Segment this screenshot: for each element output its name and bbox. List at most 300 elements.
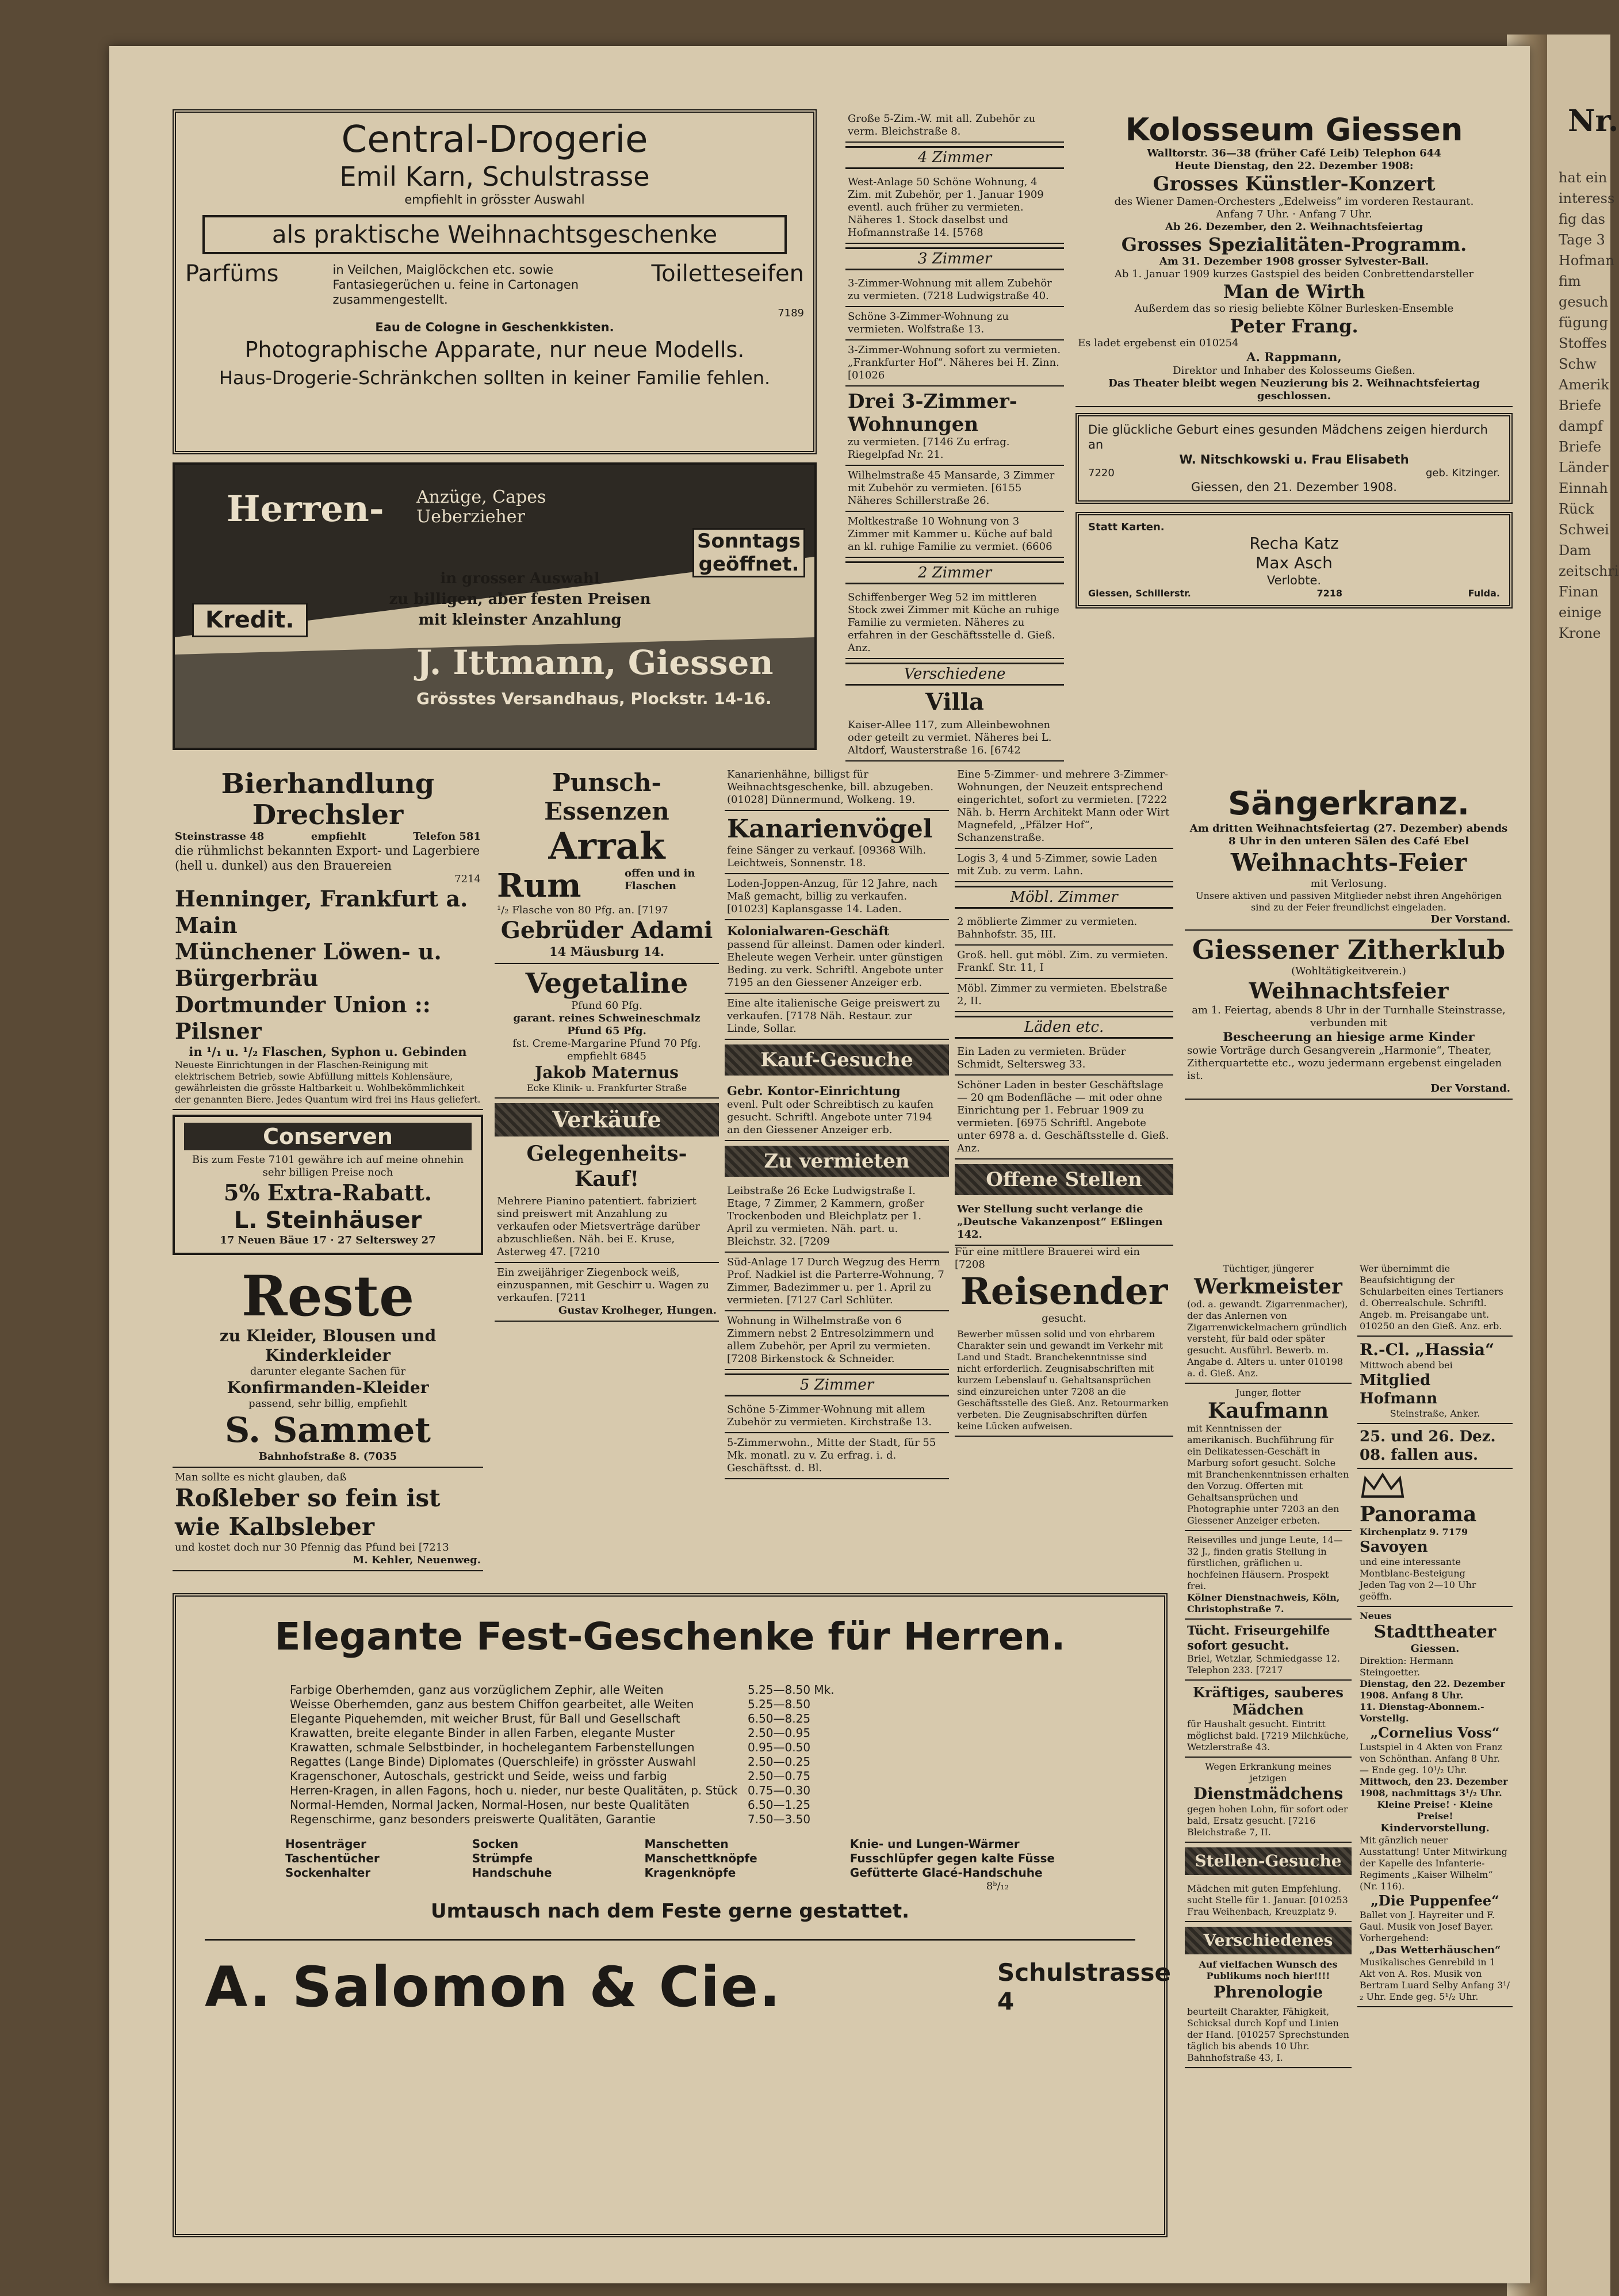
conserven-title: Conserven: [184, 1123, 472, 1150]
bier-brand-2: Münchener Löwen- u. Bürgerbräu: [175, 939, 442, 991]
verlobt-right: Fulda.: [1468, 588, 1500, 599]
salomon-rule: [205, 1939, 1135, 1941]
reisen-koelner: Kölner Dienstnachweis, Köln, Christophstraße 7.: [1187, 1592, 1340, 1614]
next-page-fragment: interess: [1559, 190, 1615, 206]
next-page-fragments: [1559, 167, 1619, 644]
punsch-title: Punsch-Essenzen: [544, 768, 669, 825]
newspaper-page: [109, 46, 1530, 2283]
salomon-item-label: Farbige Oberhemden, ganz aus vorzüglichem Zephir, alle Weiten: [290, 1683, 664, 1697]
c3-moebl-b: Groß. hell. gut möbl. Zim. zu vermieten. Frankf. Str. 11, I: [955, 946, 1173, 979]
theater-neues: Neues: [1360, 1610, 1392, 1621]
c3-reis-text: Bewerber müssen solid und von ehrbarem Charakter sein und gewandt im Verkehr mit Land und Stadt. Branchekenntnisse sind nicht erforderlich. Zeugnisabschriften mit kurzem Lebenslauf u. Gehaltsansprüchen sind einzureichen unter 7208 an die Geschäftsstelle des Gieß. Anz. Retourmarken verbeten. Die Zeugnisabschriften dürfen keine Lücken aufweisen.: [955, 1325, 1173, 1437]
vegetaline-l1: Pfund 60 Pfg.: [571, 1000, 642, 1012]
c3-moebl-a: 2 möblierte Zimmer zu vermieten. Bahnhofstr. 35, III.: [955, 912, 1173, 946]
next-page-fragment: Schwei: [1559, 522, 1609, 538]
verkaeufe-ziegel-name: Gustav Krolheger, Hungen.: [558, 1304, 717, 1317]
panorama-savt: und eine interessante Montblanc-Besteigung: [1360, 1556, 1465, 1579]
kolosseum-anfang: Anfang 7 Uhr. · Anfang 7 Uhr.: [1216, 208, 1372, 220]
central-cologne: Eau de Cologne in Geschenkkisten.: [375, 320, 614, 334]
sued-ad: Süd-Anlage 17 Durch Wegzug des Herrn Prof. Nadkiel ist die Parterre-Wohnung, 7 Zimmer, Badezimmer u. per 1. April zu vermieten. [7127 Carl Schlüter.: [725, 1253, 949, 1311]
bier-ad: [173, 765, 483, 1110]
kolosseum-sylv: Am 31. Dezember 1908 grosser Sylvester-Ball.: [1159, 255, 1429, 267]
dienst-wegen: Wegen Erkrankung meines jetzigen: [1205, 1761, 1331, 1784]
salomon-price-list: [285, 1683, 839, 1827]
hassia-text: Mittwoch abend bei: [1360, 1360, 1453, 1371]
kontor-title: Gebr. Kontor-Einrichtung: [727, 1084, 901, 1098]
next-page-fragment: Einnah: [1559, 480, 1608, 496]
vegetaline-title: Vegetaline: [525, 967, 688, 1000]
column-b-lower: [955, 765, 1173, 1582]
theater-title: Stadttheater: [1373, 1622, 1496, 1642]
bier-note: Neueste Einrichtungen in der Flaschen-Reinigung mit elektrischem Betrieb, sowie Abfüllung mittels Kohlensäure, gewährleisten die grösste Haltbarkeit u. Wohlbekömmlichkeit der genannten Biere. Jedes Quantum wird frei ins Haus geliefert.: [175, 1059, 481, 1105]
salomon-price-row: [285, 1798, 839, 1812]
vegetaline-firm: Jakob Maternus: [535, 1063, 679, 1082]
kolosseum-theater: Das Theater bleibt wegen Neuzierung bis 2. Weihnachtsfeiertag geschlossen.: [1108, 377, 1480, 402]
salomon-extra-item: Handschuhe: [472, 1866, 552, 1880]
verlobt-statt: Statt Karten.: [1088, 521, 1165, 533]
ittmann-herren: Herren-: [227, 488, 384, 530]
saenger-note: Unsere aktiven und passiven Mitglieder nebst ihren Angehörigen sind zu der Feier freundlichst eingeladen.: [1196, 890, 1502, 913]
reste-addr: Bahnhofstraße 8. (7035: [258, 1451, 397, 1463]
werk-title: Werkmeister: [1194, 1275, 1342, 1299]
salomon-footer: [205, 1955, 1171, 2019]
mid-tail: Kanarienhähne, billigst für Weihnachtsgeschenke, bill. abzugeben. (01028] Dünnermund, Wolkeng. 19.: [725, 765, 949, 811]
geburt-date: Giessen, den 21. Dezember 1908.: [1191, 480, 1397, 494]
c3-reisender: Reisender: [960, 1270, 1168, 1313]
verkaeufe-gel: Gelegenheits-Kauf!: [526, 1142, 687, 1191]
salomon-price-row: [285, 1712, 839, 1726]
salomon-item-price: 6.50—8.25: [748, 1712, 811, 1725]
ittmann-items: Anzüge, Capes Ueberzieher: [416, 487, 546, 527]
ittmann-ad: [173, 462, 817, 750]
column-c-lower: [1185, 782, 1513, 1254]
reste-title: Reste: [241, 1264, 415, 1329]
punsch-ad: [495, 765, 719, 964]
salomon-item-price: 6.50—1.25: [748, 1798, 811, 1812]
stellen-text: Mädchen mit guten Empfehlung. sucht Stelle für 1. Januar. [010253 Frau Weihenbach, Kreuzplatz 9.: [1185, 1880, 1352, 1922]
panorama-kirch: Kirchenplatz 9. 7179: [1360, 1526, 1468, 1537]
central-toilette: Toiletteseifen: [651, 261, 804, 287]
kaufmann-ad: [1185, 1384, 1352, 1531]
salomon-extras-col2: [472, 1837, 552, 1880]
theater-abo: 11. Dienstag-Abonnem.-Vorstellg.: [1360, 1701, 1484, 1724]
kolonial-ad: [725, 920, 949, 994]
conserven-ad: [173, 1115, 483, 1255]
c3-eine: Eine 5-Zimmer- und mehrere 3-Zimmer-Wohnungen, der Neuzeit entsprechend eingerichtet, sofort zu vermieten. [7222 Näh. b. Herrn Architekt Mann oder Wirt Magnefeld, „Pfälzer Hof“, Schanzenstraße.: [955, 765, 1173, 849]
salomon-price-row: [285, 1683, 839, 1697]
column-a2: [495, 765, 719, 1582]
reisen-text: Reisevilles und junge Leute, 14—32 J., finden gratis Stellung in fürstlichen, gräflichen u. hochfeinen Häusern. Prospekt frei.: [1187, 1535, 1343, 1591]
c3-brauerei: Für eine mittlere Brauerei wird ein [7208: [955, 1246, 1140, 1271]
verlobt-left: Giessen, Schillerstr.: [1088, 588, 1191, 599]
salomon-item-price: 0.75—0.30: [748, 1784, 811, 1797]
kolonial-text: passend für alleinst. Damen oder kinderl. Eheleute wegen Verheir. unter günstigen Beding. zu verk. Schriftl. Angebote unter 7195 an den Giessener Anzeiger erb.: [727, 939, 946, 989]
schoene-ad: Schöne 5-Zimmer-Wohnung mit allem Zubehör zu vermieten. Kirchstraße 13.: [725, 1400, 949, 1433]
c3-versch: Verschiedene: [845, 663, 1064, 686]
salomon-umtausch: Umtausch nach dem Feste gerne gestattet.: [430, 1900, 909, 1923]
kolosseum-ab26: Ab 26. Dezember, den 2. Weihnachtsfeiertag: [1165, 221, 1423, 233]
kaufmann-title: Kaufmann: [1207, 1399, 1329, 1423]
salomon-price-row: [285, 1697, 839, 1712]
theater-wetter: „Das Wetterhäuschen“: [1369, 1944, 1501, 1956]
theater-city: Giessen.: [1410, 1643, 1460, 1655]
rossleber-intro: Man sollte es nicht glauben, daß: [175, 1471, 347, 1483]
saenger-vorstand: Der Vorstand.: [1430, 913, 1510, 925]
next-page-fragment: hat ein: [1559, 170, 1607, 186]
verm-band: Zu vermieten: [725, 1146, 949, 1177]
next-page-edge: [1547, 35, 1619, 2296]
salomon-extra-item: Manschettknöpfe: [644, 1851, 757, 1865]
theater-puppen-text: Ballet von J. Hayreiter und F. Gaul. Musik von Josef Bayer. Vorhergehend:: [1360, 1909, 1495, 1943]
friseur-text: Briel, Wetzlar, Schmiedgasse 12. Telephon 233. [7217: [1187, 1653, 1340, 1675]
next-page-fragment: Dam: [1559, 542, 1591, 558]
zither-text2: sowie Vorträge durch Gesangverein „Harmonie“, Theater, Zitherquartette etc., wozu jedermann ergebenst eingeladen ist.: [1187, 1044, 1502, 1082]
kanarien-ad: [725, 811, 949, 874]
reste-text: zu Kleider, Blousen und Kinderkleider: [219, 1326, 437, 1365]
c3-h4: 4 Zimmer: [845, 146, 1064, 169]
theater-stueck-text: Lustspiel in 4 Akten von Franz von Schönthan. Anfang 8 Uhr. — Ende geg. 10¹/₂ Uhr.: [1360, 1742, 1503, 1775]
column-e: [1357, 1260, 1513, 2237]
c3-moltke: Moltkestraße 10 Wohnung von 3 Zimmer mit Kammer u. Küche auf bald an kl. ruhige Familie zu vermiet. (6606: [845, 512, 1064, 558]
next-page-number: Nr.: [1568, 104, 1619, 139]
zither-text: am 1. Feiertag, abends 8 Uhr in der Turnhalle Steinstrasse, verbunden mit: [1192, 1004, 1506, 1029]
salomon-extra-item: Sockenhalter: [285, 1866, 371, 1880]
punsch-addr: 14 Mäusburg 14.: [549, 944, 665, 959]
salomon-price-row: [285, 1726, 839, 1740]
theater-mittwoch: Mittwoch, den 23. Dezember 1908, nachmittags 3¹/₂ Uhr.: [1360, 1776, 1508, 1798]
kraeft-ad: [1185, 1681, 1352, 1758]
next-page-fragment: Krone: [1559, 625, 1601, 641]
theater-wetter-text: Musikalisches Genrebild in 1 Akt von A. Ros. Musik von Bertram Luard Selby Anfang 3¹/₂ Uhr. Ende geg. 5¹/₂ Uhr.: [1360, 1957, 1510, 2002]
salomon-firm: A. Salomon & Cie.: [205, 1955, 782, 2019]
rossleber-text: und kostet doch nur 30 Pfennig das Pfund bei [7213: [175, 1541, 449, 1553]
c3-logis: Logis 3, 4 und 5-Zimmer, sowie Laden mit Zub. zu verm. Lahn.: [955, 849, 1173, 882]
salomon-extra-item: Socken: [472, 1837, 519, 1851]
salomon-extras-col4: [850, 1837, 1055, 1880]
kolosseum-wirth: Man de Wirth: [1223, 281, 1365, 303]
kanarien-title: Kanarienvögel: [727, 814, 933, 844]
next-page-fragment: Hofman: [1559, 252, 1614, 269]
next-page-fragment: Schw: [1559, 356, 1597, 372]
bier-brand-1: Henninger, Frankfurt a. Main: [175, 886, 468, 938]
reste-sub2: passend, sehr billig, empfiehlt: [248, 1398, 407, 1410]
next-page-fragment: Rück: [1559, 501, 1594, 517]
verlobt-code: 7218: [1316, 588, 1343, 599]
zither-besch: Bescheerung an hiesige arme Kinder: [1223, 1030, 1475, 1044]
next-page-fragment: einige: [1559, 604, 1602, 621]
geburt-ad: [1075, 413, 1513, 504]
saenger-text: Am dritten Weihnachtsfeiertag (27. Dezember) abends 8 Uhr in den unteren Sälen des Café Ebel: [1189, 822, 1508, 847]
column-a1: [173, 765, 483, 1582]
bier-brand-3: Dortmunder Union :: Pilsner: [175, 992, 431, 1044]
kraeft-title: Kräftiges, sauberes Mädchen: [1193, 1684, 1344, 1718]
central-sub: empfiehlt in grösster Auswahl: [404, 193, 585, 206]
kolosseum-frang: Peter Frang.: [1230, 315, 1358, 337]
werk-pre: Tüchtiger, jüngerer: [1223, 1263, 1314, 1274]
salomon-item-price: 2.50—0.25: [748, 1755, 811, 1769]
kolosseum-addr: Walltorstr. 36—38 (früher Café Leib) Telephon 644: [1147, 147, 1441, 159]
next-page-fragment: Amerik: [1559, 377, 1609, 393]
salomon-item-label: Elegante Piquehemden, mit weicher Brust, für Ball und Gesellschaft: [290, 1712, 680, 1725]
z5-header: 5 Zimmer: [725, 1373, 949, 1396]
dienst-text: gegen hohen Lohn, für sofort oder bald, Ersatz gesucht. [7216 Bleichstraße 7, II.: [1187, 1804, 1348, 1838]
kolosseum-konzert: Grosses Künstler-Konzert: [1153, 173, 1436, 196]
next-page-fragment: dampf: [1559, 418, 1603, 434]
hassia-hof: Mitglied Hofmann: [1360, 1372, 1438, 1407]
bier-tel: Telefon 581: [413, 831, 481, 843]
salomon-extra-item: Gefütterte Glacé-Handschuhe: [849, 1866, 1043, 1880]
next-page-fragment: Stoffes: [1559, 335, 1607, 351]
salomon-item-price: 0.95—0.50: [748, 1740, 811, 1754]
saenger-mit: mit Verlosung.: [1310, 878, 1387, 890]
theater-kinder-text: Mit gänzlich neuer Ausstattung! Unter Mitwirkung der Kapelle des Infanterie-Regiments „Kaiser Wilhelm“ (Nr. 116).: [1360, 1835, 1507, 1892]
bier-code: 7214: [454, 873, 481, 885]
panorama-title: Panorama: [1360, 1502, 1477, 1526]
c3-drei-text: zu vermieten. [7146 Zu erfrag. Riegelpfad Nr. 21.: [848, 436, 1010, 461]
vegetaline-l2: garant. reines Schweineschmalz Pfund 65 Pfg.: [513, 1012, 701, 1037]
crown-icon: [1360, 1472, 1406, 1500]
reste-firm: S. Sammet: [224, 1410, 431, 1451]
c3-h2: 2 Zimmer: [845, 561, 1064, 584]
column-b: [845, 109, 1064, 765]
c3-villa: Villa: [925, 688, 984, 715]
theater-preise: Kleine Preise! · Kleine Preise!: [1377, 1799, 1493, 1822]
leib-ad: Leibstraße 26 Ecke Ludwigstraße I. Etage, 7 Zimmer, 2 Kammern, großer Trockenboden und Bleichplatz per 1. April zu vermieten. Näh. part. u. Bleichstr. 32. [7209: [725, 1181, 949, 1253]
kolonial-title: Kolonialwaren-Geschäft: [727, 924, 890, 938]
ittmann-kredit: Kredit.: [192, 603, 308, 637]
c3-moebl: Möbl. Zimmer: [955, 886, 1173, 909]
c3-wer: Wer Stellung sucht verlange die „Deutsche Vakanzenpost“ Eßlingen 142.: [955, 1200, 1173, 1246]
salomon-price-row: [285, 1755, 839, 1769]
c3-z3c: 3-Zimmer-Wohnung sofort zu vermieten. „Frankfurter Hof“. Näheres bei H. Zinn. [01026: [845, 340, 1064, 387]
stadttheater-ad: [1357, 1607, 1513, 2007]
verkaeufe-ziegel-ad: [495, 1263, 719, 1322]
punsch-arrak: Arrak: [548, 825, 665, 868]
salomon-ad: [173, 1593, 1171, 2237]
zither-sub: (Wohltätigkeitverein.): [1291, 965, 1406, 977]
kontor-ad: [725, 1080, 949, 1141]
rossleber-title: Roßleber so fein ist wie Kalbsleber: [175, 1484, 441, 1541]
verlobt-n2: Max Asch: [1256, 553, 1333, 572]
salomon-extra-item: Strümpfe: [472, 1851, 533, 1865]
panorama-savoyen: Savoyen: [1360, 1539, 1428, 1556]
geburt-text: Die glückliche Geburt eines gesunden Mädchens zeigen hierdurch an: [1088, 423, 1488, 451]
salomon-item-price: 5.25—8.50: [748, 1697, 811, 1711]
verkaeufe-band: Verkäufe: [495, 1103, 719, 1136]
kauf-band: Kauf-Gesuche: [725, 1044, 949, 1076]
saenger-ad: [1185, 782, 1513, 931]
next-page-fragment: gesuch: [1559, 294, 1609, 310]
kaufmann-text: mit Kenntnissen der amerikanisch. Buchführung für ein Delikatessen-Geschäft in Marburg sofort gesucht. Solche mit Branchenkenntnissen erhalten den Vorzug. Offerten mit Gehaltsansprüchen und Photographie unter 7203 an den Giessener Anzeiger erbeten.: [1187, 1423, 1349, 1526]
rossleber-name: M. Kehler, Neuenweg.: [353, 1554, 481, 1566]
dienst-ad: [1185, 1758, 1352, 1843]
next-page-fragment: Briefe: [1559, 397, 1602, 414]
wer-ad: Wer übernimmt die Beaufsichtigung der Schularbeiten eines Tertianers d. Oberrealschule. Schriftl. Angeb. m. Preisangabe unt. 010250 an den Gieß. Anz. erb.: [1357, 1260, 1513, 1337]
zither-feier: Weihnachtsfeier: [1249, 978, 1449, 1004]
ittmann-sub: Grösstes Versandhaus, Plockstr. 14-16.: [416, 689, 772, 708]
kaufmann-jung: Junger, flotter: [1235, 1387, 1301, 1398]
kolosseum-text1: des Wiener Damen-Orchesters „Edelweiss“ im vorderen Restaurant.: [1114, 196, 1474, 208]
central-parfums: Parfüms: [185, 261, 279, 287]
salomon-title: Elegante Fest-Geschenke für Herren.: [274, 1614, 1066, 1659]
vegetaline-l3: fst. Creme-Margarine Pfund 70 Pfg.: [512, 1038, 701, 1050]
c3-offene-band: Offene Stellen: [955, 1164, 1173, 1195]
kolosseum-jan: Ab 1. Januar 1909 kurzes Gastspiel des beiden Conbrettendarsteller: [1114, 268, 1474, 280]
kolosseum-ausserdem: Außerdem das so riesig beliebte Kölner Burlesken-Ensemble: [1134, 303, 1454, 315]
geburt-code: 7220: [1088, 467, 1115, 479]
theater-dir: Direktion: Hermann Steingoetter.: [1360, 1655, 1454, 1678]
verlobt-n1: Recha Katz: [1249, 534, 1339, 553]
salomon-item-label: Regenschirme, ganz besonders preiswerte Qualitäten, Garantie: [290, 1812, 656, 1826]
c3-z3a: 3-Zimmer-Wohnung mit allem Zubehör zu vermieten. (7218 Ludwigstraße 40.: [845, 274, 1064, 307]
c3-gesucht: gesucht.: [1042, 1312, 1086, 1325]
reste-konf: Konfirmanden-Kleider: [227, 1378, 429, 1397]
salomon-item-label: Krawatten, schmale Selbstbinder, in hochelegantem Farbenstellungen: [290, 1740, 695, 1754]
ittmann-sonntags: Sonntags geöffnet.: [692, 528, 805, 577]
bier-text: die rühmlichst bekannten Export- und Lagerbiere (hell u. dunkel) aus den Brauereien: [175, 844, 480, 873]
salomon-price-row: [285, 1812, 839, 1827]
conserven-text: Bis zum Feste 7101 gewähre ich auf meine ohnehin sehr billigen Preise noch: [192, 1154, 464, 1178]
ittmann-auswahl: in grosser Auswahl: [440, 570, 600, 587]
ittmann-preise: zu billigen, aber festen Preisen: [389, 591, 651, 608]
kolosseum-title: Kolosseum Giessen: [1125, 112, 1463, 148]
zither-title: Giessener Zitherklub: [1192, 934, 1506, 965]
salomon-extras: [285, 1837, 1055, 1880]
verkaeufe-ziegel: Ein zweijähriger Ziegenbock weiß, einzuspannen, mit Geschirr u. Wagen zu verkaufen. [7211: [497, 1266, 710, 1304]
c3-west: West-Anlage 50 Schöne Wohnung, 4 Zim. mit Zubehör, per 1. Januar 1909 eventl. auch früher zu vermieten. Näheres 1. Stock daselbst und Hofmannstraße 14. [5768: [845, 173, 1064, 244]
panorama-ad: [1357, 1469, 1513, 1607]
bier-title: Bierhandlung Drechsler: [221, 768, 435, 831]
vegetaline-ad: [495, 964, 719, 1099]
kolosseum-ad: [1075, 109, 1513, 407]
salomon-extra-item: Knie- und Lungen-Wärmer: [849, 1837, 1020, 1851]
werk-ad: [1185, 1260, 1352, 1384]
punsch-rum: Rum: [497, 867, 581, 905]
central-name: Emil Karn, Schulstrasse: [339, 161, 650, 192]
salomon-item-price: 7.50—3.50: [748, 1812, 811, 1826]
dez-ad: 25. und 26. Dez. 08. fallen aus.: [1357, 1424, 1513, 1469]
vegetaline-addr: Ecke Klinik- u. Frankfurter Straße: [526, 1082, 687, 1093]
bier-flaschen: in ¹/₁ u. ¹/₂ Flaschen, Syphon u. Gebinden: [189, 1044, 467, 1059]
panorama-taegl: Jeden Tag von 2—10 Uhr geöffn.: [1360, 1579, 1476, 1602]
column-a3: [725, 765, 949, 1582]
versch-band: Verschiedenes: [1185, 1927, 1352, 1954]
loden-ad: Loden-Joppen-Anzug, für 12 Jahre, nach Maß gemacht, billig zu verkaufen. [01023] Kaplansgasse 14. Laden.: [725, 874, 949, 920]
conserven-rabatt: 5% Extra-Rabatt.: [224, 1180, 432, 1206]
central-title: Central-Drogerie: [341, 118, 648, 161]
salomon-addr: Schulstrasse 4: [997, 1958, 1171, 2015]
kolosseum-rappmann: A. Rappmann,: [1246, 350, 1342, 364]
c3-top: Große 5-Zim.-W. mit all. Zubehör zu verm. Bleichstraße 8.: [845, 109, 1064, 143]
central-parfums-row: [185, 262, 804, 307]
rossleber-ad: [173, 1468, 483, 1571]
central-parfums-text: in Veilchen, Maiglöckchen etc. sowie Fantasiegerüchen u. feine in Cartonagen zusammengestellt.: [332, 263, 579, 307]
kontor-text: evenl. Pult oder Schreibtisch zu kaufen gesucht. Schriftl. Angebote unter 7194 an den Giessener Anzeiger erb.: [727, 1099, 934, 1136]
column-c: [1075, 109, 1513, 776]
salomon-price-row: [285, 1784, 839, 1798]
geburt-geb: geb. Kitzinger.: [1425, 467, 1500, 479]
next-page-fragment: zeitschri: [1559, 563, 1619, 579]
vegetaline-l4: empfiehlt 6845: [567, 1050, 646, 1062]
hassia-addr: Steinstraße, Anker.: [1390, 1408, 1480, 1419]
salomon-extra-item: Taschentücher: [285, 1851, 380, 1865]
dienst-title: Dienstmädchens: [1193, 1784, 1344, 1803]
c3-moebl-c: Möbl. Zimmer zu vermieten. Ebelstraße 2, II.: [955, 979, 1173, 1012]
salomon-extra-item: Hosenträger: [285, 1837, 366, 1851]
c3-laden-b: Schöner Laden in bester Geschäftslage — 20 qm Bodenfläche — mit oder ohne Einrichtung per 1. Februar 1909 zu vermieten. [6975 Schriftl. Angebote unter 6978 a. d. Geschäftsstelle d. Gieß. Anz.: [955, 1076, 1173, 1160]
salomon-price-row: [285, 1740, 839, 1755]
bier-empf: empfiehlt: [311, 831, 366, 843]
next-page-fragment: Briefe: [1559, 439, 1602, 455]
reste-sub: darunter elegante Sachen für: [250, 1365, 406, 1377]
theater-stueck: „Cornelius Voss“: [1370, 1724, 1500, 1741]
c3-villa-text: Kaiser-Allee 117, zum Alleinbewohnen oder geteilt zu vermiet. Näheres bei L. Altdorf, Wausterstraße 16. [6742: [845, 715, 1064, 761]
c3-drei: Drei 3-Zimmer-Wohnungen: [848, 390, 1017, 436]
next-page-fragment: fügung: [1559, 315, 1608, 331]
reste-ad: [173, 1263, 483, 1468]
verlobt-ad: [1075, 512, 1513, 609]
friseur-title: Tücht. Friseurgehilfe sofort gesucht.: [1187, 1623, 1330, 1652]
reisen-ad: [1185, 1531, 1352, 1620]
salomon-extras-col1: [285, 1837, 380, 1880]
stellen-band: Stellen-Gesuche: [1185, 1847, 1352, 1875]
salomon-item-price: 5.25—8.50 Mk.: [748, 1683, 835, 1697]
salomon-item-price: 2.50—0.95: [748, 1726, 811, 1740]
c3-h3: 3 Zimmer: [845, 247, 1064, 270]
salomon-item-label: Herren-Kragen, in allen Fagons, hoch u. nieder, nur beste Qualitäten, p. Stück: [290, 1784, 738, 1797]
central-haus: Haus-Drogerie-Schränkchen sollten in keiner Familie fehlen.: [219, 367, 771, 389]
theater-puppen: „Die Puppenfee“: [1371, 1892, 1499, 1909]
kanarien-text: feine Sänger zu verkauf. [09368 Wilh. Leichtweis, Sonnenstr. 18.: [727, 844, 927, 869]
central-code: 7189: [778, 307, 804, 319]
c3-laden-a: Ein Laden zu vermieten. Brüder Schmidt, Seltersweg 33.: [955, 1042, 1173, 1076]
salomon-item-label: Kragenschoner, Autoschals, gestrickt und Seide, weiss und farbig: [290, 1769, 667, 1783]
next-page-fragment: Länder: [1559, 460, 1609, 476]
zither-vorstand: Der Vorstand.: [1430, 1082, 1510, 1095]
central-photo: Photographische Apparate, nur neue Modells.: [244, 337, 745, 362]
next-page-fragment: fig das: [1559, 211, 1605, 227]
salomon-item-label: Weisse Oberhemden, ganz aus bestem Chiffon gearbeitet, alle Weiten: [290, 1697, 694, 1711]
hassia-ad: [1357, 1337, 1513, 1424]
next-page-fragment: Finan: [1559, 584, 1599, 600]
zither-ad: [1185, 931, 1513, 1100]
conserven-addr: 17 Neuen Bäue 17 · 27 Selterswey 27: [220, 1234, 436, 1246]
salomon-price-row: [285, 1769, 839, 1784]
verlobt-v: Verlobte.: [1266, 573, 1322, 587]
c3-laeden: Läden etc.: [955, 1016, 1173, 1039]
theater-dienstag: Dienstag, den 22. Dezember 1908. Anfang 8 Uhr.: [1360, 1678, 1505, 1701]
conserven-name: L. Steinhäuser: [234, 1207, 422, 1234]
salomon-item-label: Regattes (Lange Binde) Diplomates (Querschleife) in grösster Auswahl: [290, 1755, 696, 1769]
central-boxline: als praktische Weihnachtsgeschenke: [202, 215, 787, 254]
z5b-ad: 5-Zimmerwohn., Mitte der Stadt, für 55 Mk. monatl. zu v. Zu erfrag. i. d. Geschäftsst. d. Bl.: [725, 1433, 949, 1479]
c3-z3b: Schöne 3-Zimmer-Wohnung zu vermieten. Wolfstraße 13.: [845, 307, 1064, 340]
ittmann-firm: J. Ittmann, Giessen: [416, 643, 774, 682]
punsch-firm: Gebrüder Adami: [500, 917, 713, 944]
phren-title: Phrenologie: [1213, 1983, 1323, 2002]
phren-text: beurteilt Charakter, Fähigkeit, Schicksal durch Kopf und Linien der Hand. [010257 Sprechstunden täglich bis abends 10 Uhr. Bahnhofstraße 43, I.: [1185, 2003, 1352, 2068]
central-drogerie-ad: [173, 109, 817, 454]
saenger-feier: Weihnachts-Feier: [1230, 848, 1467, 877]
geburt-names: W. Nitschkowski u. Frau Elisabeth: [1179, 453, 1409, 466]
next-page-fragment: Tage 3: [1559, 232, 1605, 248]
salomon-item-label: Krawatten, breite elegante Binder in allen Farben, elegante Muster: [290, 1726, 675, 1740]
kolosseum-rapp2: Direktor und Inhaber des Kolosseums Gießen.: [1173, 365, 1415, 377]
c3-wilh45: Wilhelmstraße 45 Mansarde, 3 Zimmer mit Zubehör zu vermieten. [6155 Näheres Schillerstraße 26.: [845, 466, 1064, 512]
salomon-extra-item: Kragenknöpfe: [644, 1866, 736, 1880]
kolosseum-ladet: Es ladet ergebenst ein 010254: [1078, 337, 1239, 349]
salomon-extra-item: Manschetten: [644, 1837, 729, 1851]
